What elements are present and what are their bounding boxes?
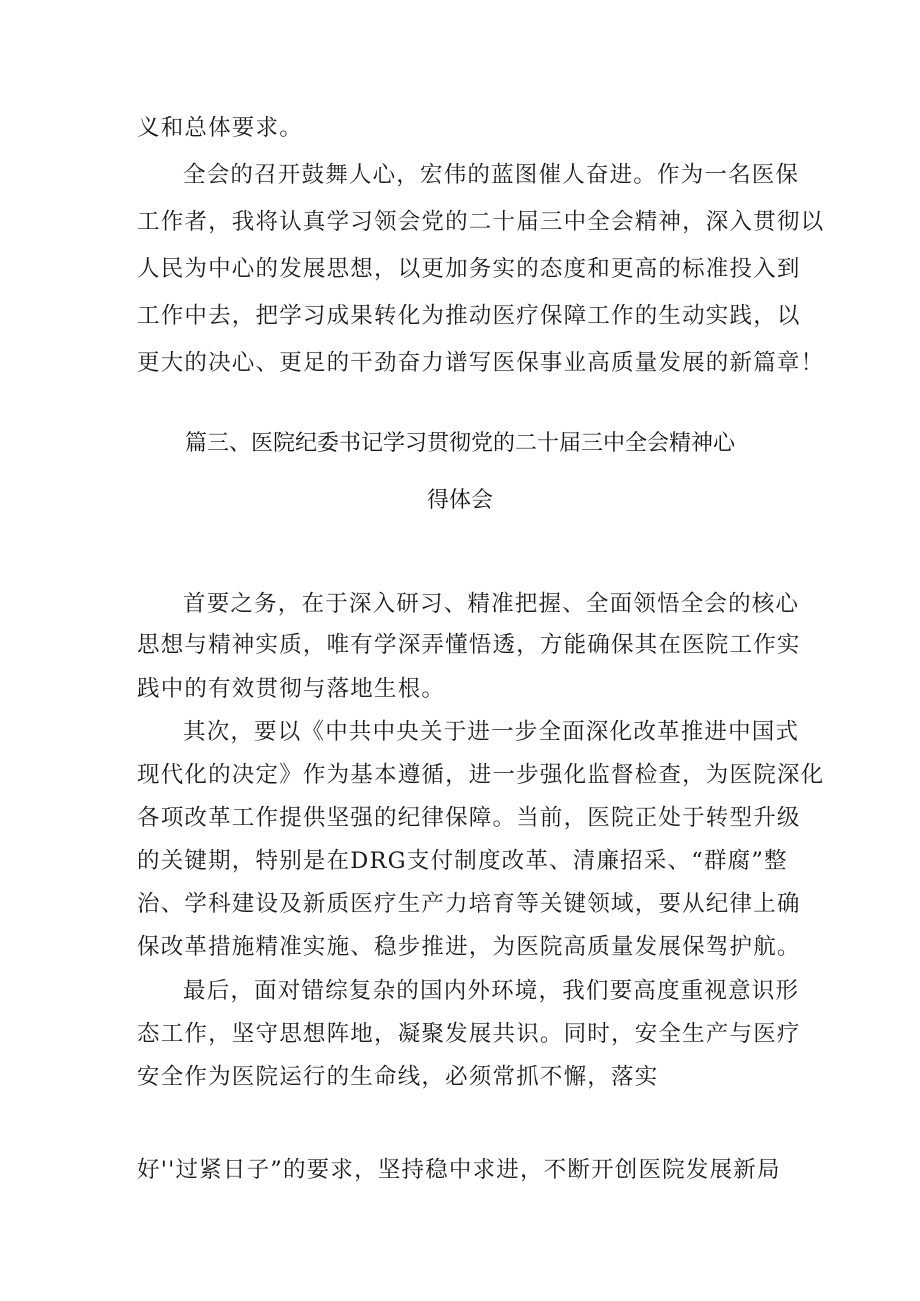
text-line: 其次，要以《中共中央关于进一步全面深化改革推进中国式: [183, 719, 800, 745]
text-line: 更大的决心、更足的干劲奋力谱写医保事业高质量发展的新篇章！: [137, 350, 825, 376]
text-line: 治、学科建设及新质医疗生产力培育等关键领域，要从纪律上确: [137, 891, 801, 917]
text-line: 首要之务，在于深入研习、精准把握、全面领悟全会的核心: [183, 591, 800, 617]
text-line: 安全作为医院运行的生命线，必须常抓不懈，落实: [137, 1064, 659, 1090]
text-line: 践中的有效贯彻与落地生根。: [137, 676, 446, 702]
text-line: 人民为中心的发展思想，以更加务实的态度和更高的标准投入到: [137, 256, 801, 282]
text-line: 工作中去，把学习成果转化为推动医疗保障工作的生动实践，以: [137, 303, 801, 329]
text-line: 全会的召开鼓舞人心，宏伟的蓝图催人奋进。作为一名医保: [183, 162, 800, 188]
text-line: 思想与精神实质，唯有学深弄懂悟透，方能确保其在医院工作实: [137, 632, 801, 658]
text-line: 最后，面对错综复杂的国内外环境，我们要高度重视意识形: [183, 978, 800, 1004]
section-title: 篇三、医院纪委书记学习贯彻党的二十届三中全会精神心: [184, 431, 735, 456]
text-line: 好''过紧日子”的要求，坚持稳中求进，不断开创医院发展新局: [137, 1157, 781, 1183]
text-line: 义和总体要求。: [137, 115, 303, 141]
text-line: 的关键期，特别是在DRG支付制度改革、清廉招采、“群腐”整: [137, 848, 788, 874]
text-line: 态工作，坚守思想阵地，凝聚发展共识。同时，安全生产与医疗: [137, 1021, 801, 1047]
section-title: 得体会: [426, 488, 493, 513]
text-line: 现代化的决定》作为基本遵循，进一步强化监督检查，为医院深化: [137, 762, 825, 788]
text-line: 各项改革工作提供坚强的纪律保障。当前，医院正处于转型升级: [137, 805, 801, 831]
text-line: 保改革措施精准实施、稳步推进，为医院高质量发展保驾护航。: [137, 934, 801, 960]
text-line: 工作者，我将认真学习领会党的二十届三中全会精神，深入贯彻以: [137, 209, 825, 235]
